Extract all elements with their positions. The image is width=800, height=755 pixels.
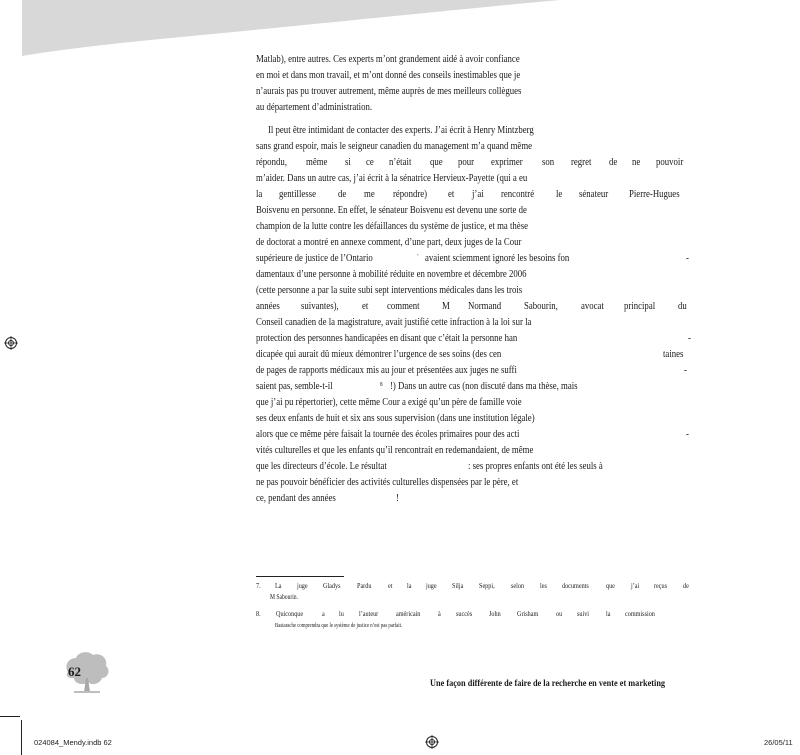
footnote-8: 8. Quiconque a lu l’auteur américain à succès John Grisham ou suivi la commission [256, 610, 656, 618]
body-line: champion de la lutte contre les défaillances du système de justice, et ma thèse [256, 221, 528, 232]
body-line: saient pas, semble-t-il [256, 381, 333, 392]
body-line: de doctorat a montré en annexe comment, d’une part, deux juges de la Cour [256, 237, 522, 248]
running-footer: Une façon différente de faire de la recherche en vente et marketing [430, 678, 666, 688]
body-line: ses deux enfants de huit et six ans sous supervision (dans une institution légale) [256, 413, 535, 424]
footnote-marker: ’ [417, 254, 419, 260]
body-line: taines [663, 349, 684, 360]
body-line: ce, pendant des années [256, 493, 336, 504]
hyphen: - [684, 365, 687, 376]
crop-mark [21, 720, 22, 755]
body-line: alors que ce même père faisait la tournée des écoles primaires pour des acti [256, 429, 520, 440]
body-line: supérieure de justice de l’Ontario [256, 253, 373, 264]
body-line: au département d’administration. [256, 102, 373, 113]
body-line: Conseil canadien de la magistrature, avait justifié cette infraction à la loi sur la [256, 317, 532, 328]
footnote-rule [256, 576, 344, 577]
registration-mark-icon [425, 735, 439, 749]
body-line: sans grand espoir, mais le seigneur canadien du management m’a quand même [256, 141, 533, 152]
body-line: (cette personne a par la suite subi sept interventions médicales dans les trois [256, 285, 523, 296]
body-line: en moi et dans mon travail, et m’ont donné des conseils inestimables que je [256, 70, 521, 81]
body-line: m’aider. Dans un autre cas, j’ai écrit à la sénatrice Hervieux-Payette (qui a eu [256, 173, 528, 184]
justified-line: années suivantes), et comment M Normand Sabourin, avocat principal du [256, 301, 687, 312]
body-line: dicapée qui aurait dû mieux démontrer l’urgence de ses soins (des cen [256, 349, 502, 360]
body-line: damentaux d’une personne à mobilité réduite en novembre et décembre 2006 [256, 269, 527, 280]
body-line: de pages de rapports médicaux mis au jour et présentées aux juges ne suffi [256, 365, 517, 376]
header-swoosh [0, 0, 800, 60]
footnote-8-cont: Bastarache comprendra que le système de justice n’est pas parfait. [275, 623, 403, 629]
justified-line: la gentillesse de me répondre) et j’ai rencontré le sénateur Pierre-Hugues [256, 189, 680, 200]
body-line: que les directeurs d’école. Le résultat [256, 461, 387, 472]
body-line: Matlab), entre autres. Ces experts m’ont grandement aidé à avoir confiance [256, 54, 520, 65]
body-line: ! [396, 493, 399, 504]
body-line: n’aurais pas pu trouver autrement, même auprès de mes meilleurs collègues [256, 86, 522, 97]
hyphen: - [688, 333, 691, 344]
hyphen: - [686, 253, 689, 264]
body-line: que j’ai pu répertorier), cette même Cour a exigé qu’un père de famille voie [256, 397, 522, 408]
footnote-7-cont: M Sabourin. [270, 593, 298, 601]
body-line: protection des personnes handicapées en disant que c’était la personne han [256, 333, 518, 344]
justified-line: répondu, même si ce n’était que pour exprimer son regret de ne pouvoir [256, 157, 684, 168]
hyphen: - [686, 429, 689, 440]
page-number: 62 [68, 664, 81, 679]
body-line: ne pas pouvoir bénéficier des activités culturelles dispensées par le père, et [256, 477, 519, 488]
footnote-marker: 8 [380, 382, 383, 388]
footnote-7: 7. La juge Gladys Pardu et la juge Silja Seppi, selon les documents que j’ai reçus de [256, 582, 689, 590]
slug-file: 024084_Mendy.indb 62 [34, 738, 112, 747]
body-line: Il peut être intimidant de contacter des experts. J’ai écrit à Henry Mintzberg [268, 125, 534, 136]
body-line: avaient sciemment ignoré les besoins fon [425, 253, 570, 264]
body-line: Boisvenu en personne. En effet, le sénateur Boisvenu est devenu une sorte de [256, 205, 527, 216]
body-line: : ses propres enfants ont été les seuls à [468, 461, 603, 472]
body-line: vités culturelles et que les enfants qu’il rencontrait en redemandaient, de même [256, 445, 534, 456]
slug-date: 26/05/11 [764, 738, 793, 747]
registration-mark-icon [4, 336, 18, 350]
body-line: !) Dans un autre cas (non discuté dans ma thèse, mais [390, 381, 578, 392]
crop-mark [0, 716, 20, 717]
